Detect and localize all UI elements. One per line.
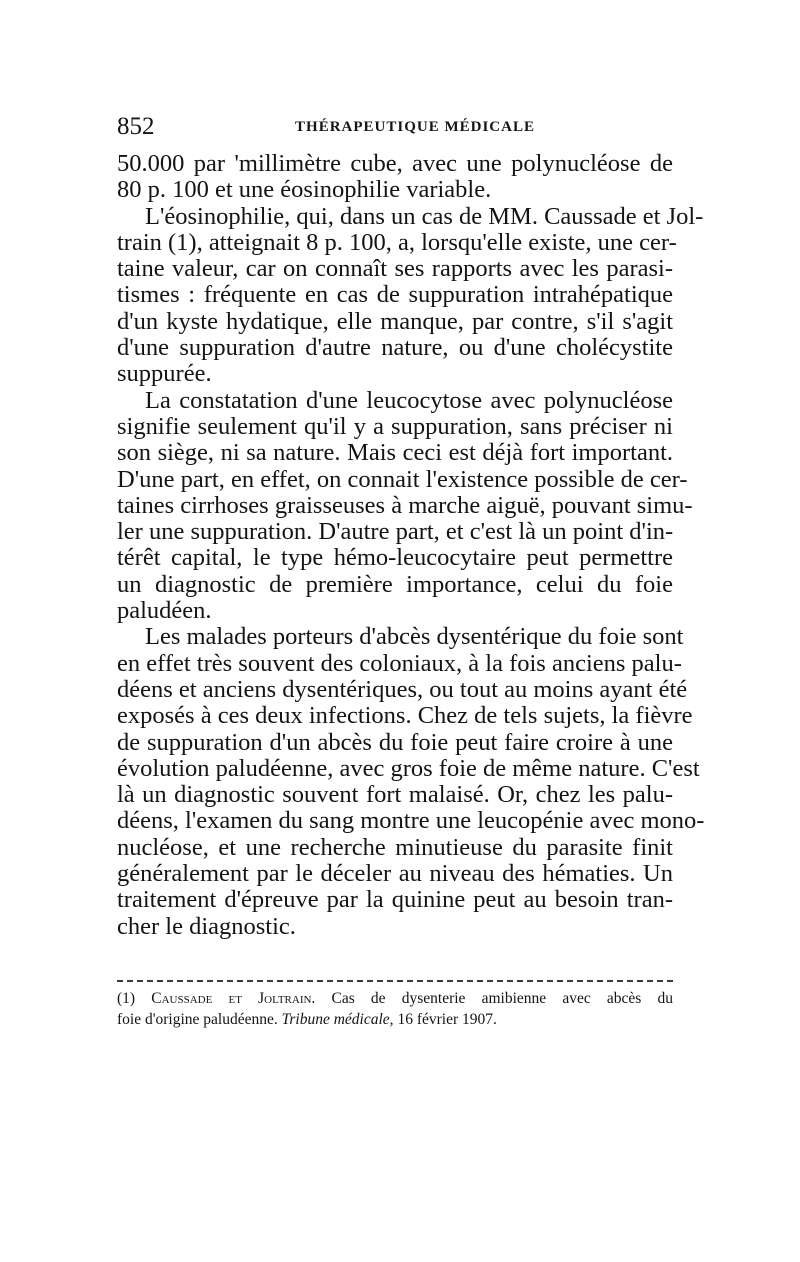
text-line: 50.000 par 'millimètre cube, avec une polynucléose de bbox=[117, 150, 673, 177]
text-line: évolution paludéenne, avec gros foie de même nature. C'est bbox=[117, 754, 700, 782]
footnote-line bbox=[117, 988, 673, 1009]
text-line: exposés à ces deux infections. Chez de tels sujets, la fièvre bbox=[117, 702, 693, 730]
paragraph bbox=[117, 151, 673, 204]
text-line: de suppuration d'un abcès du foie peut faire croire à une bbox=[117, 728, 673, 756]
footnote-authors: Caussade et Joltrain. bbox=[151, 990, 316, 1007]
text-line: d'une suppuration d'autre nature, ou d'une cholécystite bbox=[117, 334, 673, 362]
text-line: un diagnostic de première importance, celui du foie bbox=[117, 570, 673, 598]
text-line: traitement d'épreuve par la quinine peut au besoin tran- bbox=[117, 886, 673, 914]
footnote-line bbox=[117, 1009, 673, 1030]
text-line: La constatation d'une leucocytose avec polynucléose bbox=[145, 386, 673, 414]
text-line: Les malades porteurs d'abcès dysentérique du foie sont bbox=[145, 623, 684, 651]
text-line: déens, l'examen du sang montre une leucopénie avec mono- bbox=[117, 807, 705, 835]
text-line: déens et anciens dysentériques, ou tout au moins ayant été bbox=[117, 675, 688, 703]
page-number: 852 bbox=[117, 113, 155, 140]
text-line: son siège, ni sa nature. Mais ceci est déjà fort important. bbox=[117, 439, 673, 467]
text-line: ler une suppuration. D'autre part, et c'est là un point d'in- bbox=[117, 518, 674, 546]
running-title: THÉRAPEUTIQUE MÉDICALE bbox=[295, 119, 535, 135]
text-line: L'éosinophilie, qui, dans un cas de MM. Caussade et Jol- bbox=[145, 202, 704, 230]
text-line: D'une part, en effet, on connait l'existence possible de cer- bbox=[117, 465, 688, 493]
footnote-text-continued: foie d'origine paludéenne. bbox=[117, 1011, 278, 1028]
page-header bbox=[117, 110, 673, 144]
text-line: 80 p. 100 et une éosinophilie variable. bbox=[117, 176, 492, 204]
text-line: paludéen. bbox=[117, 597, 212, 625]
paragraph bbox=[117, 202, 704, 388]
text-line: térêt capital, le type hémo-leucocytaire peut permettre bbox=[117, 544, 673, 572]
footnote bbox=[117, 988, 673, 1030]
footnote-divider bbox=[117, 980, 673, 982]
text-line: là un diagnostic souvent fort malaisé. Or, chez les palu- bbox=[117, 781, 673, 809]
text-line: généralement par le déceler au niveau des hématies. Un bbox=[117, 860, 673, 888]
body-text bbox=[117, 150, 705, 940]
text-line: cher le diagnostic. bbox=[117, 912, 296, 940]
footnote-date: 16 février 1907. bbox=[397, 1011, 497, 1028]
text-line: nucléose, et une recherche minutieuse du parasite finit bbox=[117, 833, 673, 861]
footnote-journal: Tribune médicale, bbox=[281, 1011, 394, 1028]
paragraph bbox=[117, 386, 693, 625]
text-line: signifie seulement qu'il y a suppuration, sans préciser ni bbox=[117, 412, 673, 440]
text-line: en effet très souvent des coloniaux, à la fois anciens palu- bbox=[117, 649, 682, 677]
footnote-text: Cas de dysenterie amibienne avec abcès du bbox=[331, 990, 673, 1007]
text-line: d'un kyste hydatique, elle manque, par contre, s'il s'agit bbox=[117, 307, 673, 335]
text-line: train (1), atteignait 8 p. 100, a, lorsqu'elle existe, une cer- bbox=[117, 228, 677, 256]
footnote-marker: (1) bbox=[117, 990, 136, 1007]
paragraph bbox=[117, 623, 705, 940]
text-line: taines cirrhoses graisseuses à marche aiguë, pouvant simu- bbox=[117, 491, 693, 519]
text-line: taine valeur, car on connaît ses rapports avec les parasi- bbox=[117, 255, 673, 283]
text-line: tismes : fréquente en cas de suppuration intrahépatique bbox=[117, 281, 673, 309]
text-line: suppurée. bbox=[117, 360, 212, 388]
